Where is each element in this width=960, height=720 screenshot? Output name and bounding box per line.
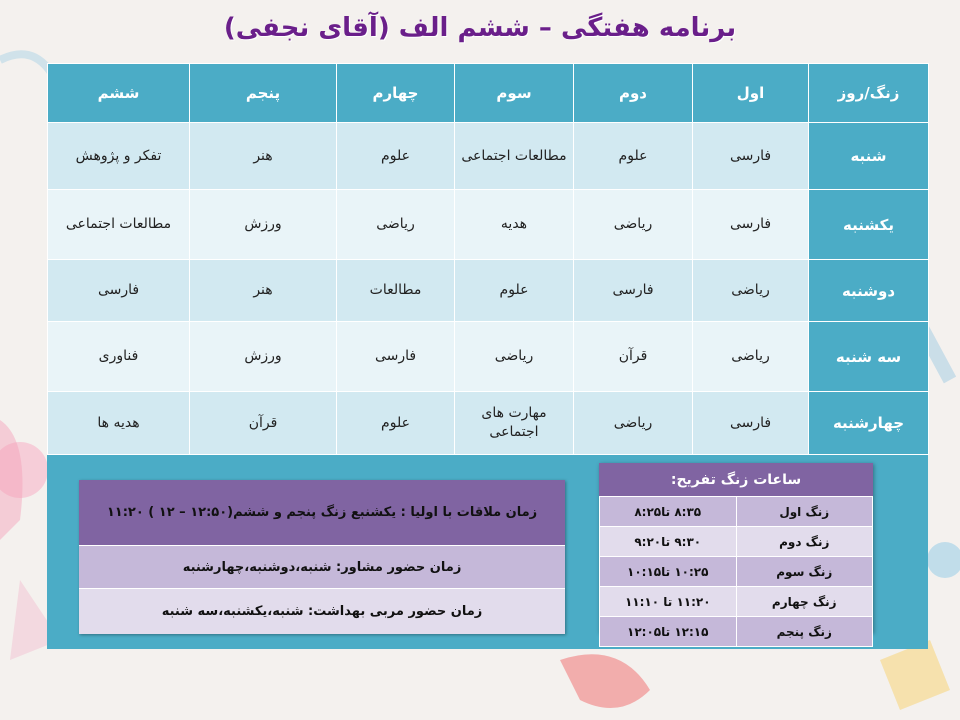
header-cell: پنجم: [190, 64, 337, 123]
staff-info-box: [79, 480, 565, 634]
header-cell: سوم: [455, 64, 574, 123]
class-cell: علوم: [574, 123, 693, 190]
class-cell: فارسی: [693, 190, 809, 260]
class-cell: مطالعات: [337, 260, 455, 322]
class-cell: ریاضی: [693, 322, 809, 392]
class-cell: ریاضی: [337, 190, 455, 260]
class-cell: ریاضی: [693, 260, 809, 322]
class-cell: هنر: [190, 260, 337, 322]
class-cell: قرآن: [190, 392, 337, 455]
header-cell: چهارم: [337, 64, 455, 123]
counselor-text: زمان حضور مشاور: شنبه،دوشنبه،چهارشنبه: [79, 546, 565, 589]
header-cell: ششم: [48, 64, 190, 123]
recess-title: ساعات زنگ تفریح:: [599, 463, 873, 496]
table-row: [600, 617, 873, 647]
class-cell: مطالعات اجتماعی: [48, 190, 190, 260]
bell-time: ۱۲:۱۵ تا۱۲:۰۵: [600, 617, 737, 647]
bell-name: زنگ پنجم: [736, 617, 873, 647]
class-cell: قرآن: [574, 322, 693, 392]
page-title: برنامه هفتگی – ششم الف (آقای نجفی): [223, 13, 737, 43]
class-cell: فناوری: [48, 322, 190, 392]
header-row: [48, 64, 929, 123]
class-cell: علوم: [337, 392, 455, 455]
class-cell: تفکر و پژوهش: [48, 123, 190, 190]
day-cell: سه شنبه: [809, 322, 929, 392]
class-cell: فارسی: [337, 322, 455, 392]
class-cell: هنر: [190, 123, 337, 190]
class-cell: فارسی: [574, 260, 693, 322]
class-cell: علوم: [455, 260, 574, 322]
bell-name: زنگ دوم: [736, 527, 873, 557]
class-cell: ریاضی: [574, 190, 693, 260]
bell-time: ۱۱:۲۰ تا ۱۱:۱۰: [600, 587, 737, 617]
recess-table: [599, 496, 873, 647]
class-cell: مهارت های اجتماعی: [455, 392, 574, 455]
table-row: [48, 260, 929, 322]
day-cell: دوشنبه: [809, 260, 929, 322]
class-cell: فارسی: [48, 260, 190, 322]
bell-time: ۸:۳۵ تا۸:۲۵: [600, 497, 737, 527]
class-cell: ورزش: [190, 190, 337, 260]
bell-name: زنگ سوم: [736, 557, 873, 587]
recess-times-box: [599, 463, 873, 639]
table-row: [600, 557, 873, 587]
day-cell: شنبه: [809, 123, 929, 190]
parent-meeting-text: زمان ملاقات با اولیا : یکشنبع زنگ پنجم و ششم(۱۲:۵۰ – ۱۲ ) ۱۱:۲۰: [79, 480, 565, 546]
bell-name: زنگ اول: [736, 497, 873, 527]
table-row: [600, 587, 873, 617]
class-cell: علوم: [337, 123, 455, 190]
class-cell: مطالعات اجتماعی: [455, 123, 574, 190]
class-cell: هدیه: [455, 190, 574, 260]
bell-time: ۹:۳۰ تا۹:۲۰: [600, 527, 737, 557]
table-row: [600, 497, 873, 527]
class-cell: ورزش: [190, 322, 337, 392]
day-cell: چهارشنبه: [809, 392, 929, 455]
class-cell: فارسی: [693, 123, 809, 190]
health-instructor-text: زمان حضور مربی بهداشت: شنبه،یکشنبه،سه شنبه: [79, 589, 565, 634]
class-cell: ریاضی: [455, 322, 574, 392]
class-cell: ریاضی: [574, 392, 693, 455]
header-cell: اول: [693, 64, 809, 123]
table-row: [48, 392, 929, 455]
table-row: [48, 190, 929, 260]
bell-time: ۱۰:۲۵ تا۱۰:۱۵: [600, 557, 737, 587]
class-cell: فارسی: [693, 392, 809, 455]
table-row: [48, 123, 929, 190]
bell-name: زنگ چهارم: [736, 587, 873, 617]
table-row: [48, 322, 929, 392]
table-row: [600, 527, 873, 557]
header-cell: دوم: [574, 64, 693, 123]
header-cell: زنگ/روز: [809, 64, 929, 123]
class-cell: هدیه ها: [48, 392, 190, 455]
day-cell: یکشنبه: [809, 190, 929, 260]
weekly-schedule-table: [47, 63, 929, 455]
